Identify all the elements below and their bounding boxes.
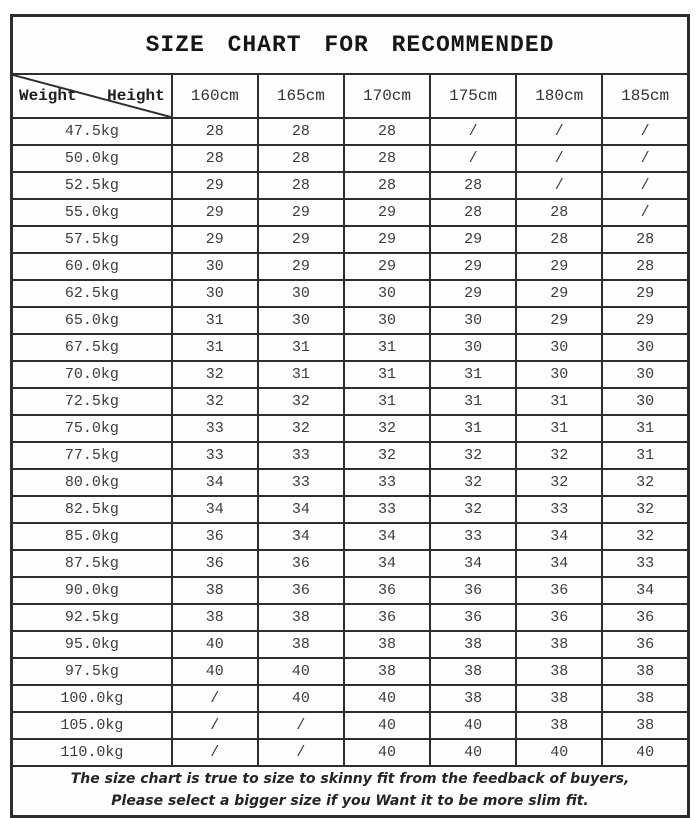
column-header: 185cm — [602, 74, 688, 118]
weight-cell: 105.0kg — [12, 712, 172, 739]
size-cell: 28 — [172, 118, 258, 145]
size-cell: 29 — [258, 253, 344, 280]
column-header: 180cm — [516, 74, 602, 118]
weight-cell: 65.0kg — [12, 307, 172, 334]
size-cell: 38 — [430, 658, 516, 685]
size-cell: 30 — [516, 334, 602, 361]
note-line-1: The size chart is true to size to skinny fit from the feedback of buyers, — [70, 771, 630, 788]
size-cell: / — [172, 685, 258, 712]
weight-cell: 80.0kg — [12, 469, 172, 496]
note-line-2: Please select a bigger size if you Want it to be more slim fit. — [111, 793, 589, 809]
size-cell: 29 — [344, 199, 430, 226]
size-cell: 28 — [602, 253, 688, 280]
size-cell: 32 — [516, 442, 602, 469]
size-cell: 36 — [602, 604, 688, 631]
size-cell: / — [172, 712, 258, 739]
size-cell: 32 — [602, 496, 688, 523]
size-cell: 36 — [172, 523, 258, 550]
weight-cell: 52.5kg — [12, 172, 172, 199]
size-cell: 38 — [516, 712, 602, 739]
corner-cell — [12, 74, 172, 118]
size-cell: 29 — [516, 307, 602, 334]
size-cell: 33 — [430, 523, 516, 550]
table-row — [12, 496, 689, 523]
chart-title: SIZE CHART FOR RECOMMENDED — [12, 16, 689, 75]
size-cell: 33 — [516, 496, 602, 523]
size-chart — [10, 14, 690, 818]
size-cell: 36 — [172, 550, 258, 577]
column-header: 160cm — [172, 74, 258, 118]
size-cell: 40 — [344, 685, 430, 712]
size-cell: 38 — [344, 631, 430, 658]
weight-cell: 75.0kg — [12, 415, 172, 442]
size-cell: 31 — [430, 361, 516, 388]
size-cell: 34 — [602, 577, 688, 604]
size-cell: 32 — [430, 469, 516, 496]
table-row — [12, 199, 689, 226]
size-cell: 36 — [430, 604, 516, 631]
size-cell: 32 — [172, 388, 258, 415]
column-header: 170cm — [344, 74, 430, 118]
table-row — [12, 253, 689, 280]
size-cell: 34 — [430, 550, 516, 577]
table-row — [12, 388, 689, 415]
size-cell: 36 — [602, 631, 688, 658]
size-cell: 38 — [258, 604, 344, 631]
size-cell: 30 — [430, 307, 516, 334]
weight-cell: 90.0kg — [12, 577, 172, 604]
size-cell: / — [602, 118, 688, 145]
size-cell: 32 — [258, 388, 344, 415]
size-cell: 33 — [602, 550, 688, 577]
size-cell: 30 — [344, 280, 430, 307]
size-cell: 38 — [430, 631, 516, 658]
size-cell: 32 — [344, 442, 430, 469]
size-cell: 31 — [430, 415, 516, 442]
table-row — [12, 604, 689, 631]
size-cell: 30 — [602, 361, 688, 388]
size-cell: / — [516, 118, 602, 145]
size-cell: 28 — [258, 118, 344, 145]
size-cell: 30 — [344, 307, 430, 334]
size-cell: 32 — [430, 496, 516, 523]
size-cell: 33 — [258, 442, 344, 469]
size-cell: 36 — [344, 577, 430, 604]
size-cell: 40 — [258, 685, 344, 712]
table-row — [12, 685, 689, 712]
size-cell: 36 — [516, 604, 602, 631]
size-cell: / — [430, 145, 516, 172]
table-row — [12, 523, 689, 550]
table-row — [12, 334, 689, 361]
size-cell: 28 — [430, 199, 516, 226]
size-cell: 29 — [602, 307, 688, 334]
size-cell: 31 — [172, 334, 258, 361]
size-cell: 31 — [258, 334, 344, 361]
table-row — [12, 145, 689, 172]
size-cell: 29 — [430, 280, 516, 307]
size-cell: 38 — [344, 658, 430, 685]
size-cell: 32 — [344, 415, 430, 442]
size-cell: 31 — [516, 388, 602, 415]
size-cell: 32 — [602, 523, 688, 550]
table-row — [12, 172, 689, 199]
size-cell: 33 — [258, 469, 344, 496]
size-cell: 29 — [344, 253, 430, 280]
size-cell: 30 — [172, 253, 258, 280]
size-cell: 34 — [258, 523, 344, 550]
size-cell: 38 — [516, 658, 602, 685]
size-cell: / — [258, 712, 344, 739]
size-cell: 32 — [602, 469, 688, 496]
size-cell: 34 — [344, 550, 430, 577]
size-cell: 30 — [516, 361, 602, 388]
size-cell: / — [516, 145, 602, 172]
size-cell: 29 — [516, 280, 602, 307]
size-cell: 29 — [258, 199, 344, 226]
weight-cell: 97.5kg — [12, 658, 172, 685]
weight-cell: 70.0kg — [12, 361, 172, 388]
size-cell: 36 — [430, 577, 516, 604]
size-cell: 28 — [344, 118, 430, 145]
size-cell: 34 — [516, 523, 602, 550]
size-cell: 28 — [172, 145, 258, 172]
column-header: 175cm — [430, 74, 516, 118]
size-cell: 32 — [430, 442, 516, 469]
size-cell: 31 — [258, 361, 344, 388]
size-cell: / — [430, 118, 516, 145]
size-cell: / — [602, 145, 688, 172]
table-row — [12, 469, 689, 496]
size-cell: 28 — [516, 226, 602, 253]
size-cell: 28 — [258, 145, 344, 172]
size-cell: 36 — [258, 577, 344, 604]
table-body — [12, 118, 689, 766]
weight-cell: 55.0kg — [12, 199, 172, 226]
size-cell: 40 — [172, 631, 258, 658]
size-cell: 32 — [172, 361, 258, 388]
footer-row — [12, 766, 689, 817]
size-cell: 31 — [344, 334, 430, 361]
size-cell: 40 — [344, 712, 430, 739]
table-row — [12, 415, 689, 442]
size-cell: 38 — [430, 685, 516, 712]
weight-axis-label: Weight — [19, 87, 77, 105]
weight-cell: 72.5kg — [12, 388, 172, 415]
size-cell: 40 — [516, 739, 602, 766]
size-cell: 28 — [258, 172, 344, 199]
weight-cell: 82.5kg — [12, 496, 172, 523]
table-row — [12, 280, 689, 307]
size-cell: 33 — [172, 415, 258, 442]
size-cell: 34 — [344, 523, 430, 550]
size-cell: 34 — [172, 469, 258, 496]
size-cell: 29 — [430, 226, 516, 253]
weight-cell: 100.0kg — [12, 685, 172, 712]
weight-cell: 50.0kg — [12, 145, 172, 172]
size-cell: 30 — [602, 334, 688, 361]
height-axis-label: Height — [107, 87, 165, 105]
table-row — [12, 118, 689, 145]
weight-cell: 110.0kg — [12, 739, 172, 766]
size-cell: 31 — [172, 307, 258, 334]
size-cell: 38 — [172, 577, 258, 604]
weight-cell: 77.5kg — [12, 442, 172, 469]
table-row — [12, 442, 689, 469]
weight-cell: 95.0kg — [12, 631, 172, 658]
size-cell: / — [172, 739, 258, 766]
size-cell: 32 — [516, 469, 602, 496]
size-cell: 29 — [258, 226, 344, 253]
size-cell: 34 — [258, 496, 344, 523]
weight-cell: 60.0kg — [12, 253, 172, 280]
weight-cell: 92.5kg — [12, 604, 172, 631]
size-cell: 40 — [344, 739, 430, 766]
weight-cell: 85.0kg — [12, 523, 172, 550]
size-cell: / — [258, 739, 344, 766]
size-cell: 33 — [344, 496, 430, 523]
size-cell: 40 — [430, 712, 516, 739]
table-row — [12, 550, 689, 577]
weight-cell: 67.5kg — [12, 334, 172, 361]
table-row — [12, 307, 689, 334]
size-cell: 28 — [344, 172, 430, 199]
size-cell: 38 — [172, 604, 258, 631]
size-cell: 29 — [172, 199, 258, 226]
size-cell: 29 — [172, 226, 258, 253]
size-cell: 36 — [258, 550, 344, 577]
size-cell: 28 — [602, 226, 688, 253]
weight-cell: 62.5kg — [12, 280, 172, 307]
size-cell: 38 — [602, 712, 688, 739]
column-header: 165cm — [258, 74, 344, 118]
size-cell: 31 — [344, 361, 430, 388]
weight-cell: 57.5kg — [12, 226, 172, 253]
size-cell: 36 — [344, 604, 430, 631]
size-cell: 31 — [602, 442, 688, 469]
size-cell: 30 — [258, 307, 344, 334]
table-row — [12, 577, 689, 604]
size-cell: 28 — [344, 145, 430, 172]
size-cell: 38 — [602, 658, 688, 685]
header-row — [12, 74, 689, 118]
size-cell: 40 — [172, 658, 258, 685]
table-row — [12, 712, 689, 739]
size-cell: 36 — [516, 577, 602, 604]
size-cell: 34 — [172, 496, 258, 523]
size-cell: 31 — [516, 415, 602, 442]
size-cell: 40 — [258, 658, 344, 685]
size-cell: 31 — [344, 388, 430, 415]
table-row — [12, 658, 689, 685]
size-cell: 38 — [258, 631, 344, 658]
table-row — [12, 739, 689, 766]
weight-cell: 47.5kg — [12, 118, 172, 145]
size-cell: 30 — [430, 334, 516, 361]
size-cell: 30 — [602, 388, 688, 415]
size-cell: 29 — [602, 280, 688, 307]
size-cell: 28 — [516, 199, 602, 226]
size-cell: 38 — [516, 631, 602, 658]
size-cell: / — [602, 199, 688, 226]
size-cell: 31 — [430, 388, 516, 415]
size-cell: 40 — [602, 739, 688, 766]
size-cell: 40 — [430, 739, 516, 766]
size-cell: / — [516, 172, 602, 199]
size-cell: 29 — [516, 253, 602, 280]
weight-cell: 87.5kg — [12, 550, 172, 577]
size-cell: 29 — [172, 172, 258, 199]
size-cell: 30 — [258, 280, 344, 307]
size-cell: 28 — [430, 172, 516, 199]
size-cell: 29 — [430, 253, 516, 280]
size-cell: 32 — [258, 415, 344, 442]
size-cell: 31 — [602, 415, 688, 442]
size-cell: 34 — [516, 550, 602, 577]
title-row — [12, 16, 689, 75]
footer-note — [12, 766, 689, 817]
size-cell: 30 — [172, 280, 258, 307]
size-cell: 33 — [172, 442, 258, 469]
size-cell: / — [602, 172, 688, 199]
size-chart-table — [10, 14, 690, 818]
table-row — [12, 631, 689, 658]
size-cell: 38 — [602, 685, 688, 712]
table-row — [12, 226, 689, 253]
table-row — [12, 361, 689, 388]
size-cell: 29 — [344, 226, 430, 253]
size-cell: 33 — [344, 469, 430, 496]
size-cell: 38 — [516, 685, 602, 712]
